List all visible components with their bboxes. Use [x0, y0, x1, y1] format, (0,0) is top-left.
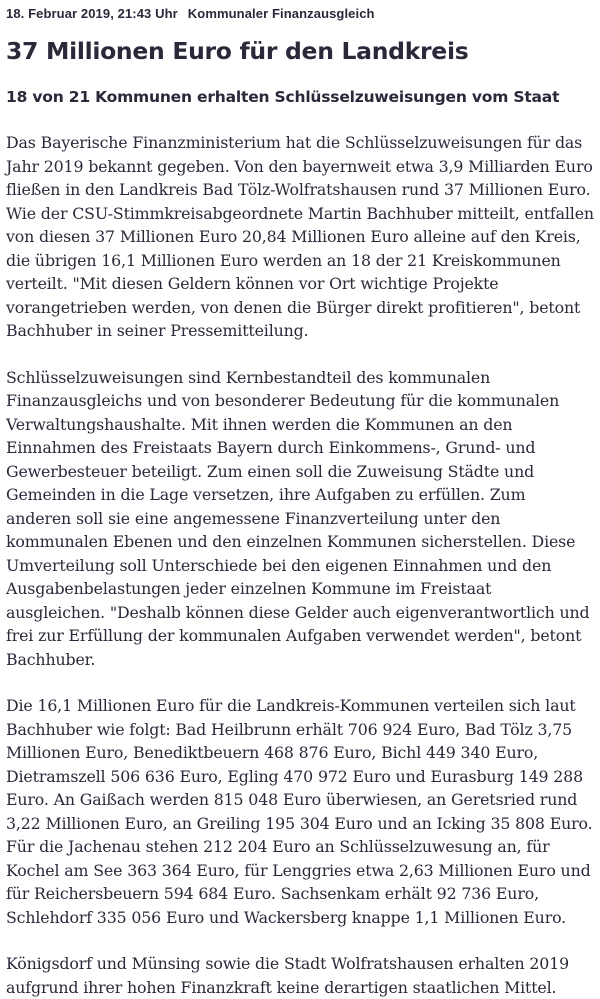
article-body	[6, 131, 594, 999]
headline: 37 Millionen Euro für den Landkreis	[6, 37, 469, 65]
article-paragraph: Das Bayerische Finanzministerium hat die Schlüsselzuweisungen für das Jahr 2019 bekannt gegeben. Von den bayernweit etwa 3,9 Milliarden Euro fließen in den Landkreis Bad Tölz-Wolfratshausen rund 37 Millionen Euro. Wie der CSU-Stimmkreisabgeordnete Martin Bachhuber mitteilt, entfallen von diesen 37 Millionen Euro 20,84 Millionen Euro alleine auf den Kreis, die übrigen 16,1 Millionen Euro werden an 18 der 21 Kreiskommunen verteilt. "Mit diesen Geldern können vor Ort wichtige Projekte vorangetrieben werden, von denen die Bürger direkt profitieren", betont Bachhuber in seiner Pressemitteilung.	[6, 133, 594, 340]
article-paragraph: Die 16,1 Millionen Euro für die Landkreis-Kommunen verteilen sich laut Bachhuber wie folgt: Bad Heilbrunn erhält 706 924 Euro, Bad Tölz 3,75 Millionen Euro, Benediktbeuern 468 876 Euro, Bichl 449 340 Euro, Dietramszell 506 636 Euro, Egling 470 972 Euro und Eurasburg 149 288 Euro. An Gaißach werden 815 048 Euro überwiesen, an Geretsried rund 3,22 Millionen Euro, an Greiling 195 304 Euro und an Icking 35 808 Euro. Für die Jachenau stehen 212 204 Euro an Schlüsselzuwesung an, für Kochel am See 363 364 Euro, für Lenggries etwa 2,63 Millionen Euro und für Reichersbeuern 594 684 Euro. Sachsenkam erhält 92 736 Euro, Schlehdorf 335 056 Euro und Wackersberg knappe 1,1 Millionen Euro.	[6, 696, 593, 927]
article-category: Kommunaler Finanzausgleich	[187, 6, 375, 21]
article-paragraph: Königsdorf und Münsing sowie die Stadt Wolfratshausen erhalten 2019 aufgrund ihrer hohen Finanzkraft keine derartigen staatlichen Mittel.	[6, 954, 570, 997]
article-paragraph: Schlüsselzuweisungen sind Kernbestandteil des kommunalen Finanzausgleichs und von besonderer Bedeutung für die kommunalen Verwaltungshaushalte. Mit ihnen werden die Kommunen an den Einnahmen des Freistaats Bayern durch Einkommens-, Grund- und Gewerbesteuer beteiligt. Zum einen soll die Zuweisung Städte und Gemeinden in die Lage versetzen, ihre Aufgaben zu erfüllen. Zum anderen soll sie eine angemessene Finanzverteilung unter den kommunalen Ebenen und den einzelnen Kommunen sicherstellen. Diese Umverteilung soll Unterschiede bei den eigenen Einnahmen und den Ausgabenbelastungen jeder einzelnen Kommune im Freistaat ausgleichen. "Deshalb können diese Gelder auch eigenverantwortlich und frei zur Erfüllung der kommunalen Aufgaben verwendet werden", betont Bachhuber.	[6, 367, 590, 669]
publish-date: 18. Februar 2019, 21:43 Uhr	[6, 6, 178, 21]
subheadline: 18 von 21 Kommunen erhalten Schlüsselzuweisungen vom Staat	[6, 88, 560, 106]
article-meta	[6, 6, 594, 22]
